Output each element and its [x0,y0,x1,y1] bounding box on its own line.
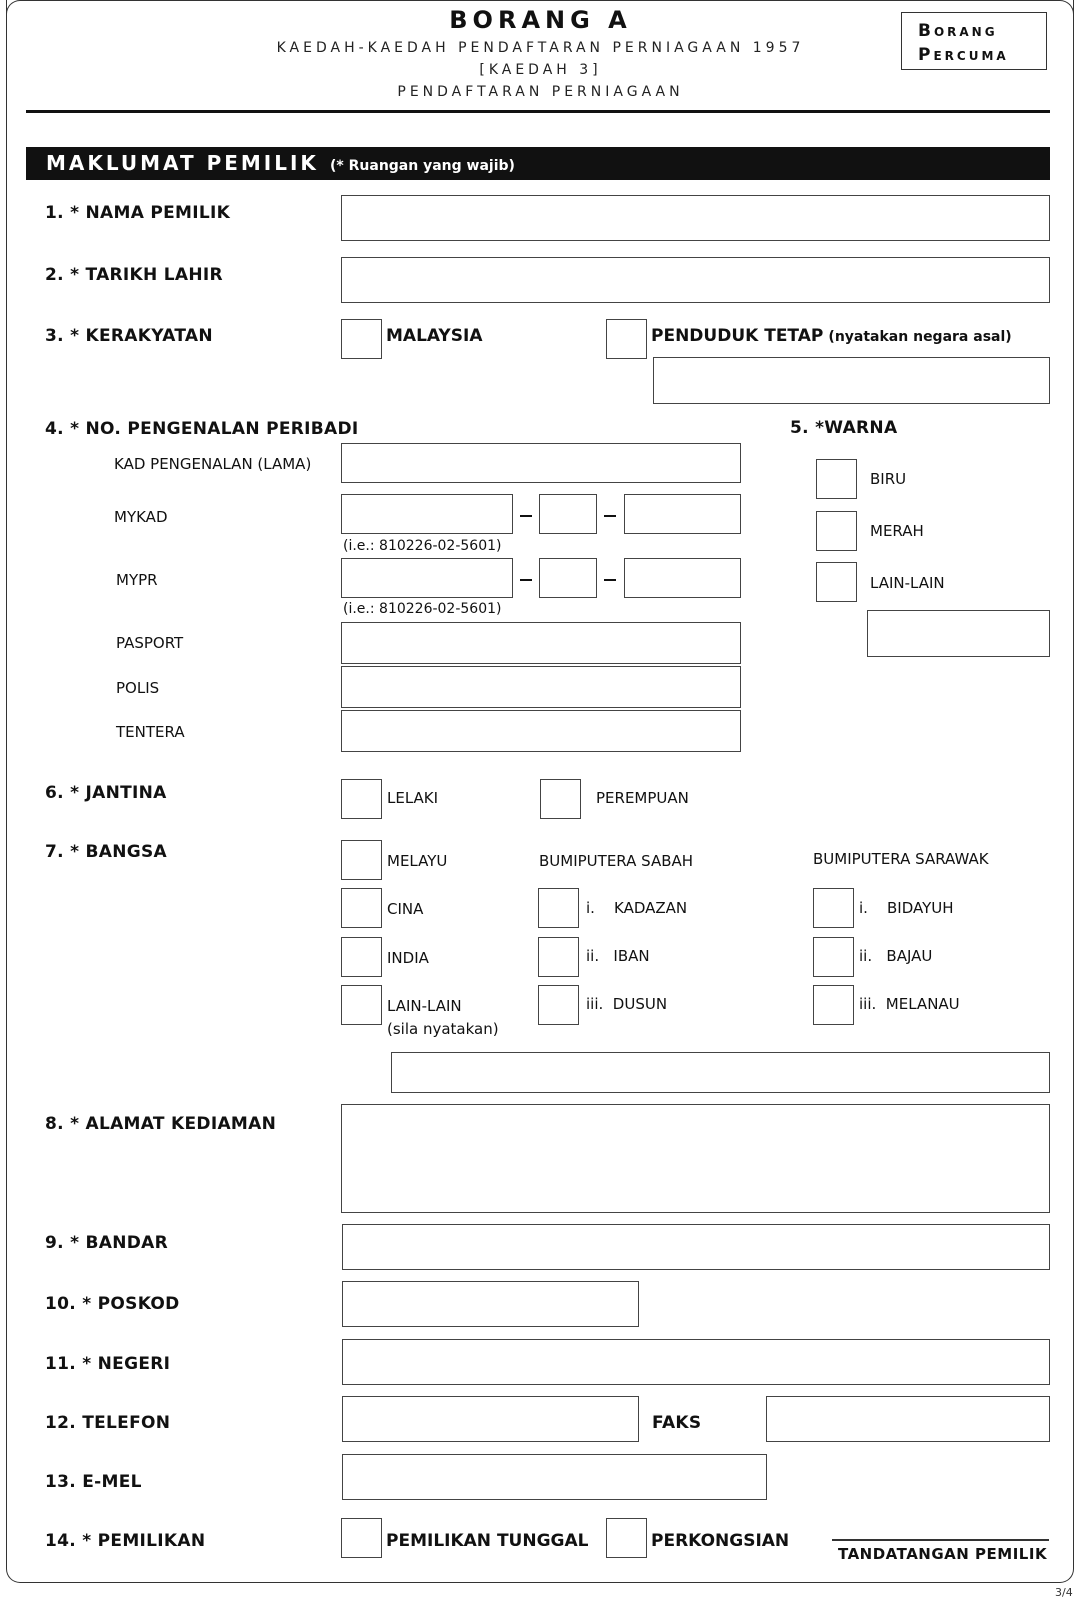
race-other-label: LAIN-LAIN [387,997,462,1015]
mypr-example: (i.e.: 810226-02-5601) [343,601,502,617]
mypr-dash-1 [520,579,532,581]
colour-other-checkbox[interactable] [816,562,857,602]
signature-label: TANDATANGAN PEMILIK [838,1545,1048,1563]
ownership-sole-checkbox[interactable] [341,1518,382,1558]
q4-label: 4. * NO. PENGENALAN PERIBADI [45,419,359,439]
state-input[interactable] [342,1339,1050,1385]
ownership-sole-label: PEMILIKAN TUNGGAL [386,1531,589,1551]
race-iban-label: ii. IBAN [586,947,650,965]
signature-line[interactable] [832,1539,1049,1541]
mykad-part2-input[interactable] [539,494,597,534]
gender-male-checkbox[interactable] [341,779,382,819]
mypr-dash-2 [604,579,616,581]
section-title: MAKLUMAT PEMILIK [46,151,319,175]
race-other-note: (sila nyatakan) [387,1020,499,1038]
fax-input[interactable] [766,1396,1050,1442]
q1-label: 1. * NAMA PEMILIK [45,203,231,223]
race-melanau-label: iii. MELANAU [859,995,960,1013]
home-address-input[interactable] [341,1104,1050,1213]
q7-label: 7. * BANGSA [45,842,168,862]
form-subtitle-rules: KAEDAH-KAEDAH PENDAFTARAN PERNIAGAAN 1957 [276,40,805,56]
sabah-heading: BUMIPUTERA SABAH [539,852,694,870]
section-note: (* Ruangan yang wajib) [330,158,515,174]
header-divider [26,110,1050,113]
army-id-input[interactable] [341,710,741,752]
free-form-badge-line1: Borang [918,21,998,41]
fax-label: FAKS [652,1413,702,1433]
gender-female-checkbox[interactable] [540,779,581,819]
mypr-part1-input[interactable] [341,558,513,598]
race-bajau-checkbox[interactable] [813,937,854,977]
race-other-checkbox[interactable] [341,985,382,1025]
q13-label: 13. E-MEL [45,1472,142,1492]
police-id-input[interactable] [341,666,741,708]
q8-label: 8. * ALAMAT KEDIAMAN [45,1114,277,1134]
colour-other-input[interactable] [867,610,1050,657]
id-old-input[interactable] [341,443,741,483]
citizenship-malaysia-checkbox[interactable] [341,319,382,359]
army-label: TENTERA [116,723,185,741]
form-subtitle-registration: PENDAFTARAN PERNIAGAAN [397,84,684,100]
mykad-part3-input[interactable] [624,494,741,534]
race-indian-checkbox[interactable] [341,937,382,977]
birth-date-input[interactable] [341,257,1050,303]
race-malay-checkbox[interactable] [341,840,382,880]
country-of-origin-input[interactable] [653,357,1050,404]
city-input[interactable] [342,1224,1050,1270]
form-subtitle-rule-ref: [KAEDAH 3] [479,62,602,78]
citizenship-malaysia-label: MALAYSIA [386,326,483,346]
mykad-part1-input[interactable] [341,494,513,534]
citizenship-pr-label: PENDUDUK TETAP [651,326,824,346]
phone-input[interactable] [342,1396,639,1442]
ownership-partnership-label: PERKONGSIAN [651,1531,790,1551]
postcode-input[interactable] [342,1281,639,1327]
free-form-badge [901,12,1047,70]
q14-label: 14. * PEMILIKAN [45,1531,206,1551]
colour-red-checkbox[interactable] [816,511,857,551]
q5-label: 5. *WARNA [790,418,898,438]
section-header [26,147,1050,180]
race-kadazan-checkbox[interactable] [538,888,579,928]
mypr-label: MYPR [116,571,158,589]
colour-red-label: MERAH [870,522,924,540]
race-chinese-checkbox[interactable] [341,888,382,928]
ownership-partnership-checkbox[interactable] [606,1518,647,1558]
free-form-badge-line2: Percuma [918,45,1009,65]
owner-name-input[interactable] [341,195,1050,241]
q2-label: 2. * TARIKH LAHIR [45,265,223,285]
q10-label: 10. * POSKOD [45,1294,180,1314]
page-number: 3/4 [1055,1586,1073,1599]
race-bidayuh-label: i. BIDAYUH [859,899,954,917]
police-label: POLIS [116,679,160,697]
colour-blue-checkbox[interactable] [816,459,857,499]
mykad-example: (i.e.: 810226-02-5601) [343,538,502,554]
citizenship-pr-note: (nyatakan negara asal) [828,329,1012,345]
colour-other-label: LAIN-LAIN [870,574,945,592]
race-bajau-label: ii. BAJAU [859,947,933,965]
race-chinese-label: CINA [387,900,424,918]
race-kadazan-label: i. KADAZAN [586,899,688,917]
race-indian-label: INDIA [387,949,429,967]
email-input[interactable] [342,1454,767,1500]
mypr-part2-input[interactable] [539,558,597,598]
citizenship-pr-group [651,326,1012,346]
gender-female-label: PEREMPUAN [596,789,689,807]
q11-label: 11. * NEGERI [45,1354,171,1374]
race-iban-checkbox[interactable] [538,937,579,977]
sarawak-heading: BUMIPUTERA SARAWAK [813,850,989,868]
mypr-part3-input[interactable] [624,558,741,598]
id-old-label: KAD PENGENALAN (LAMA) [114,455,312,473]
mykad-dash-2 [604,515,616,517]
race-melanau-checkbox[interactable] [813,985,854,1025]
race-dusun-label: iii. DUSUN [586,995,668,1013]
q12-label: 12. TELEFON [45,1413,171,1433]
gender-male-label: LELAKI [387,789,439,807]
race-bidayuh-checkbox[interactable] [813,888,854,928]
q9-label: 9. * BANDAR [45,1233,169,1253]
mykad-dash-1 [520,515,532,517]
race-malay-label: MELAYU [387,852,448,870]
mykad-label: MYKAD [114,508,168,526]
form-title: BORANG A [449,6,632,34]
citizenship-pr-checkbox[interactable] [606,319,647,359]
q6-label: 6. * JANTINA [45,783,167,803]
race-dusun-checkbox[interactable] [538,985,579,1025]
colour-blue-label: BIRU [870,470,907,488]
q3-label: 3. * KERAKYATAN [45,326,213,346]
passport-input[interactable] [341,622,741,664]
race-other-input[interactable] [391,1052,1050,1093]
passport-label: PASPORT [116,634,184,652]
